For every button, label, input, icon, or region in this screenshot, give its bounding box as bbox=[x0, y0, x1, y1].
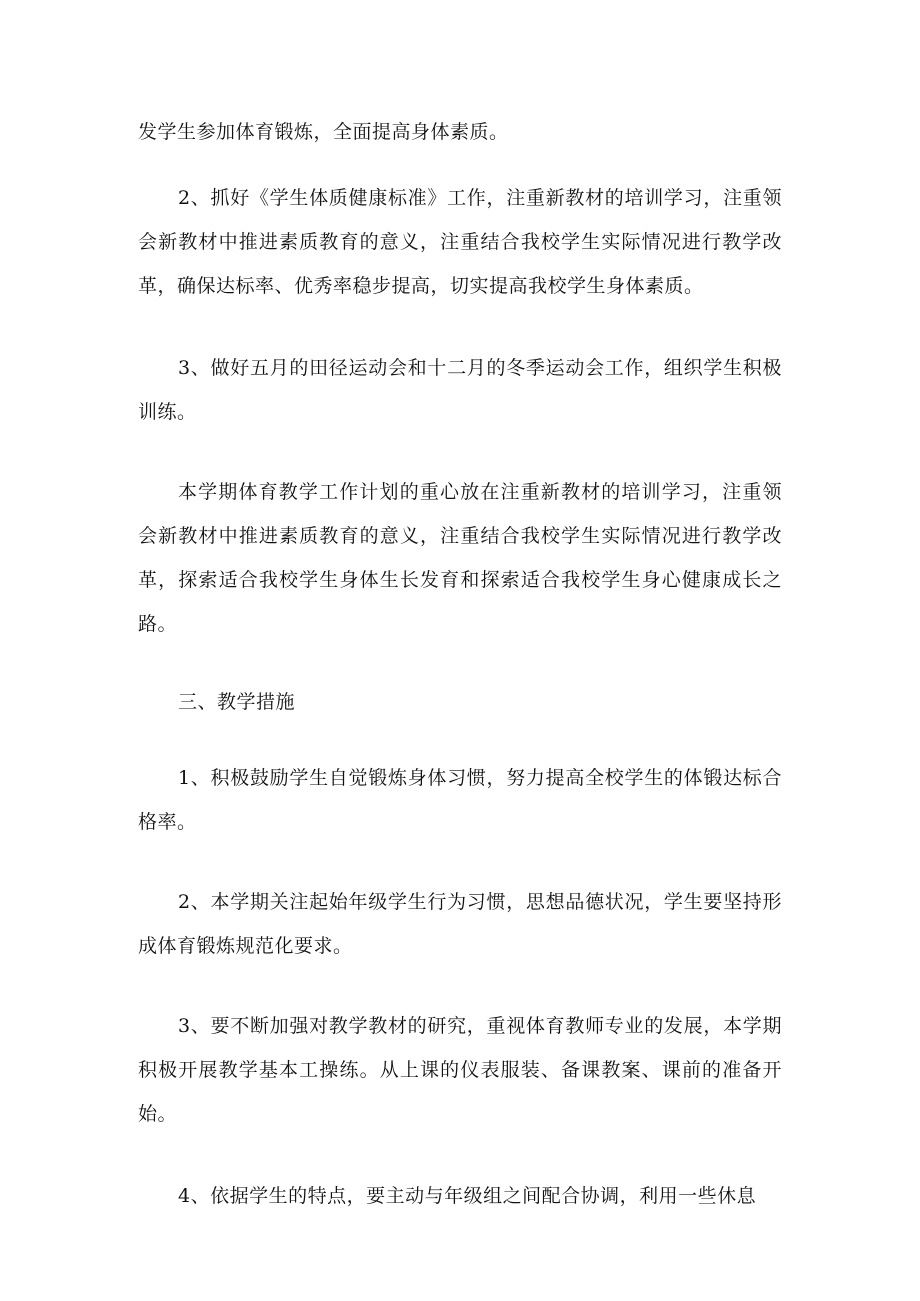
paragraph-measure-2: 2、本学期关注起始年级学生行为习惯，思想品德状况，学生要坚持形成体育锻炼规范化要求。 bbox=[138, 891, 782, 957]
paragraph-measure-3: 3、要不断加强对教学教材的研究，重视体育教师专业的发展，本学期积极开展教学基本工操练。从上课的仪表服装、备课教案、课前的准备开始。 bbox=[138, 1015, 782, 1125]
paragraph-item-3-sports-meet: 3、做好五月的田径运动会和十二月的冬季运动会工作，组织学生积极训练。 bbox=[138, 357, 782, 423]
section-heading-teaching-measures: 三、教学措施 bbox=[178, 691, 296, 713]
paragraph-continuation: 发学生参加体育锻炼，全面提高身体素质。 bbox=[138, 121, 509, 143]
paragraph-item-2-health-standard: 2、抓好《学生体质健康标准》工作，注重新教材的培训学习，注重领会新教材中推进素质教育的意义，注重结合我校学生实际情况进行教学改革，确保达标率、优秀率稳步提高，切实提高我校学生身体素质。 bbox=[138, 187, 782, 297]
paragraph-measure-1: 1、积极鼓励学生自觉锻炼身体习惯，努力提高全校学生的体锻达标合格率。 bbox=[138, 767, 782, 833]
paragraph-measure-4: 4、依据学生的特点，要主动与年级组之间配合协调，利用一些休息 bbox=[178, 1185, 757, 1207]
paragraph-plan-focus: 本学期体育教学工作计划的重心放在注重新教材的培训学习，注重领会新教材中推进素质教育的意义，注重结合我校学生实际情况进行教学改革，探索适合我校学生身体生长发育和探索适合我校学生身心健康成长之路。 bbox=[138, 481, 782, 635]
